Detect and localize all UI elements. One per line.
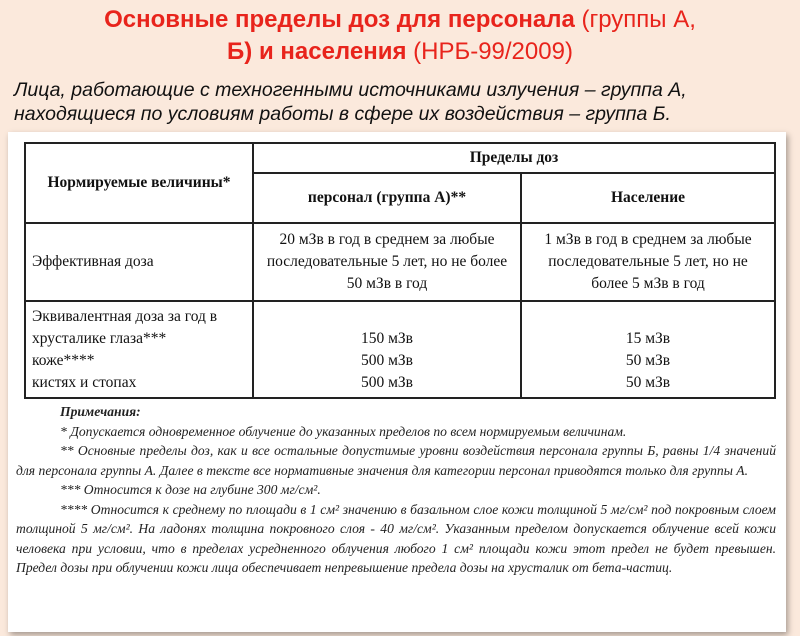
staff-eye-lens-value: 150 мЗв: [360, 329, 414, 347]
slide-title: [0, 4, 800, 68]
title-normal-part-1: (группы А,: [574, 6, 696, 33]
staff-hands-feet-value: 500 мЗв: [360, 373, 414, 391]
slide-subtitle: [14, 78, 794, 126]
header-dose-limits: Пределы доз: [253, 143, 775, 173]
equivalent-dose-label: [25, 301, 253, 398]
note-1: * Допускается одновременное облучение до указанных пределов по всем нормируемым величинам.: [60, 423, 627, 439]
table-row: [25, 223, 775, 301]
table-header-row: [25, 143, 775, 173]
organ-hands-feet: кистях и стопах: [32, 373, 137, 391]
title-normal-part-2: (НРБ-99/2009): [406, 38, 573, 65]
equivalent-dose-staff: [253, 301, 521, 398]
public-hands-feet-value: 50 мЗв: [625, 373, 671, 391]
effective-dose-label: Эффективная доза: [25, 223, 253, 301]
title-bold-part-1: Основные пределы доз для персонала: [104, 6, 575, 33]
staff-skin-value: 500 мЗв: [360, 351, 414, 369]
header-quantities: Нормируемые величины*: [25, 143, 253, 223]
header-staff: персонал (группа А)**: [253, 173, 521, 223]
dose-limits-table: [24, 142, 776, 399]
effective-dose-public: 1 мЗв в год в среднем за любые последовательные 5 лет, но не более 5 мЗв в год: [521, 223, 775, 301]
note-3: *** Относится к дозе на глубине 300 мг/см².: [60, 482, 321, 497]
equivalent-dose-public: [521, 301, 775, 398]
scanned-document: [8, 132, 786, 632]
subtitle-line-1: Лица, работающие с техногенными источниками излучения – группа А,: [14, 79, 687, 101]
title-bold-part-2: Б) и населения: [227, 38, 407, 65]
subtitle-line-2: находящиеся по условиям работы в сфере их воздействия – группа Б.: [14, 103, 671, 125]
organ-skin: коже****: [32, 351, 95, 369]
table-row: [25, 301, 775, 398]
organ-eye-lens: хрусталике глаза***: [32, 329, 167, 347]
notes-heading: Примечания:: [60, 404, 141, 419]
title-line-2: [0, 36, 800, 68]
title-line-1: [0, 4, 800, 36]
note-4: **** Относится к среднему по площади в 1 см² значению в базальном слое кожи толщиной 5 мг/см² под покровным слоем толщиной 5 мг/см². На ладонях толщина покровного слоя - 40 мг/см². Указанным пределом допускается облучение всей кожи человека при условии, что в пределах усредненного облучения любого 1 см² площади кожи этот предел не будет превышен. Предел дозы при облучении кожи лица обеспечивает непревышение предела дозы на хрусталик от бета-частиц.: [16, 501, 776, 575]
note-2: ** Основные пределы доз, как и все остальные допустимые уровни воздействия персонала группы Б, равны 1/4 значений для персонала группы А. Далее в тексте все нормативные значения для категории персонал приводятся только для группы А.: [16, 443, 776, 478]
notes-section: [16, 402, 776, 578]
equivalent-dose-heading: Эквивалентная доза за год в: [32, 307, 218, 325]
effective-dose-staff: 20 мЗв в год в среднем за любые последовательные 5 лет, но не более 50 мЗв в год: [253, 223, 521, 301]
public-eye-lens-value: 15 мЗв: [625, 329, 671, 347]
public-skin-value: 50 мЗв: [625, 351, 671, 369]
header-public: Население: [521, 173, 775, 223]
